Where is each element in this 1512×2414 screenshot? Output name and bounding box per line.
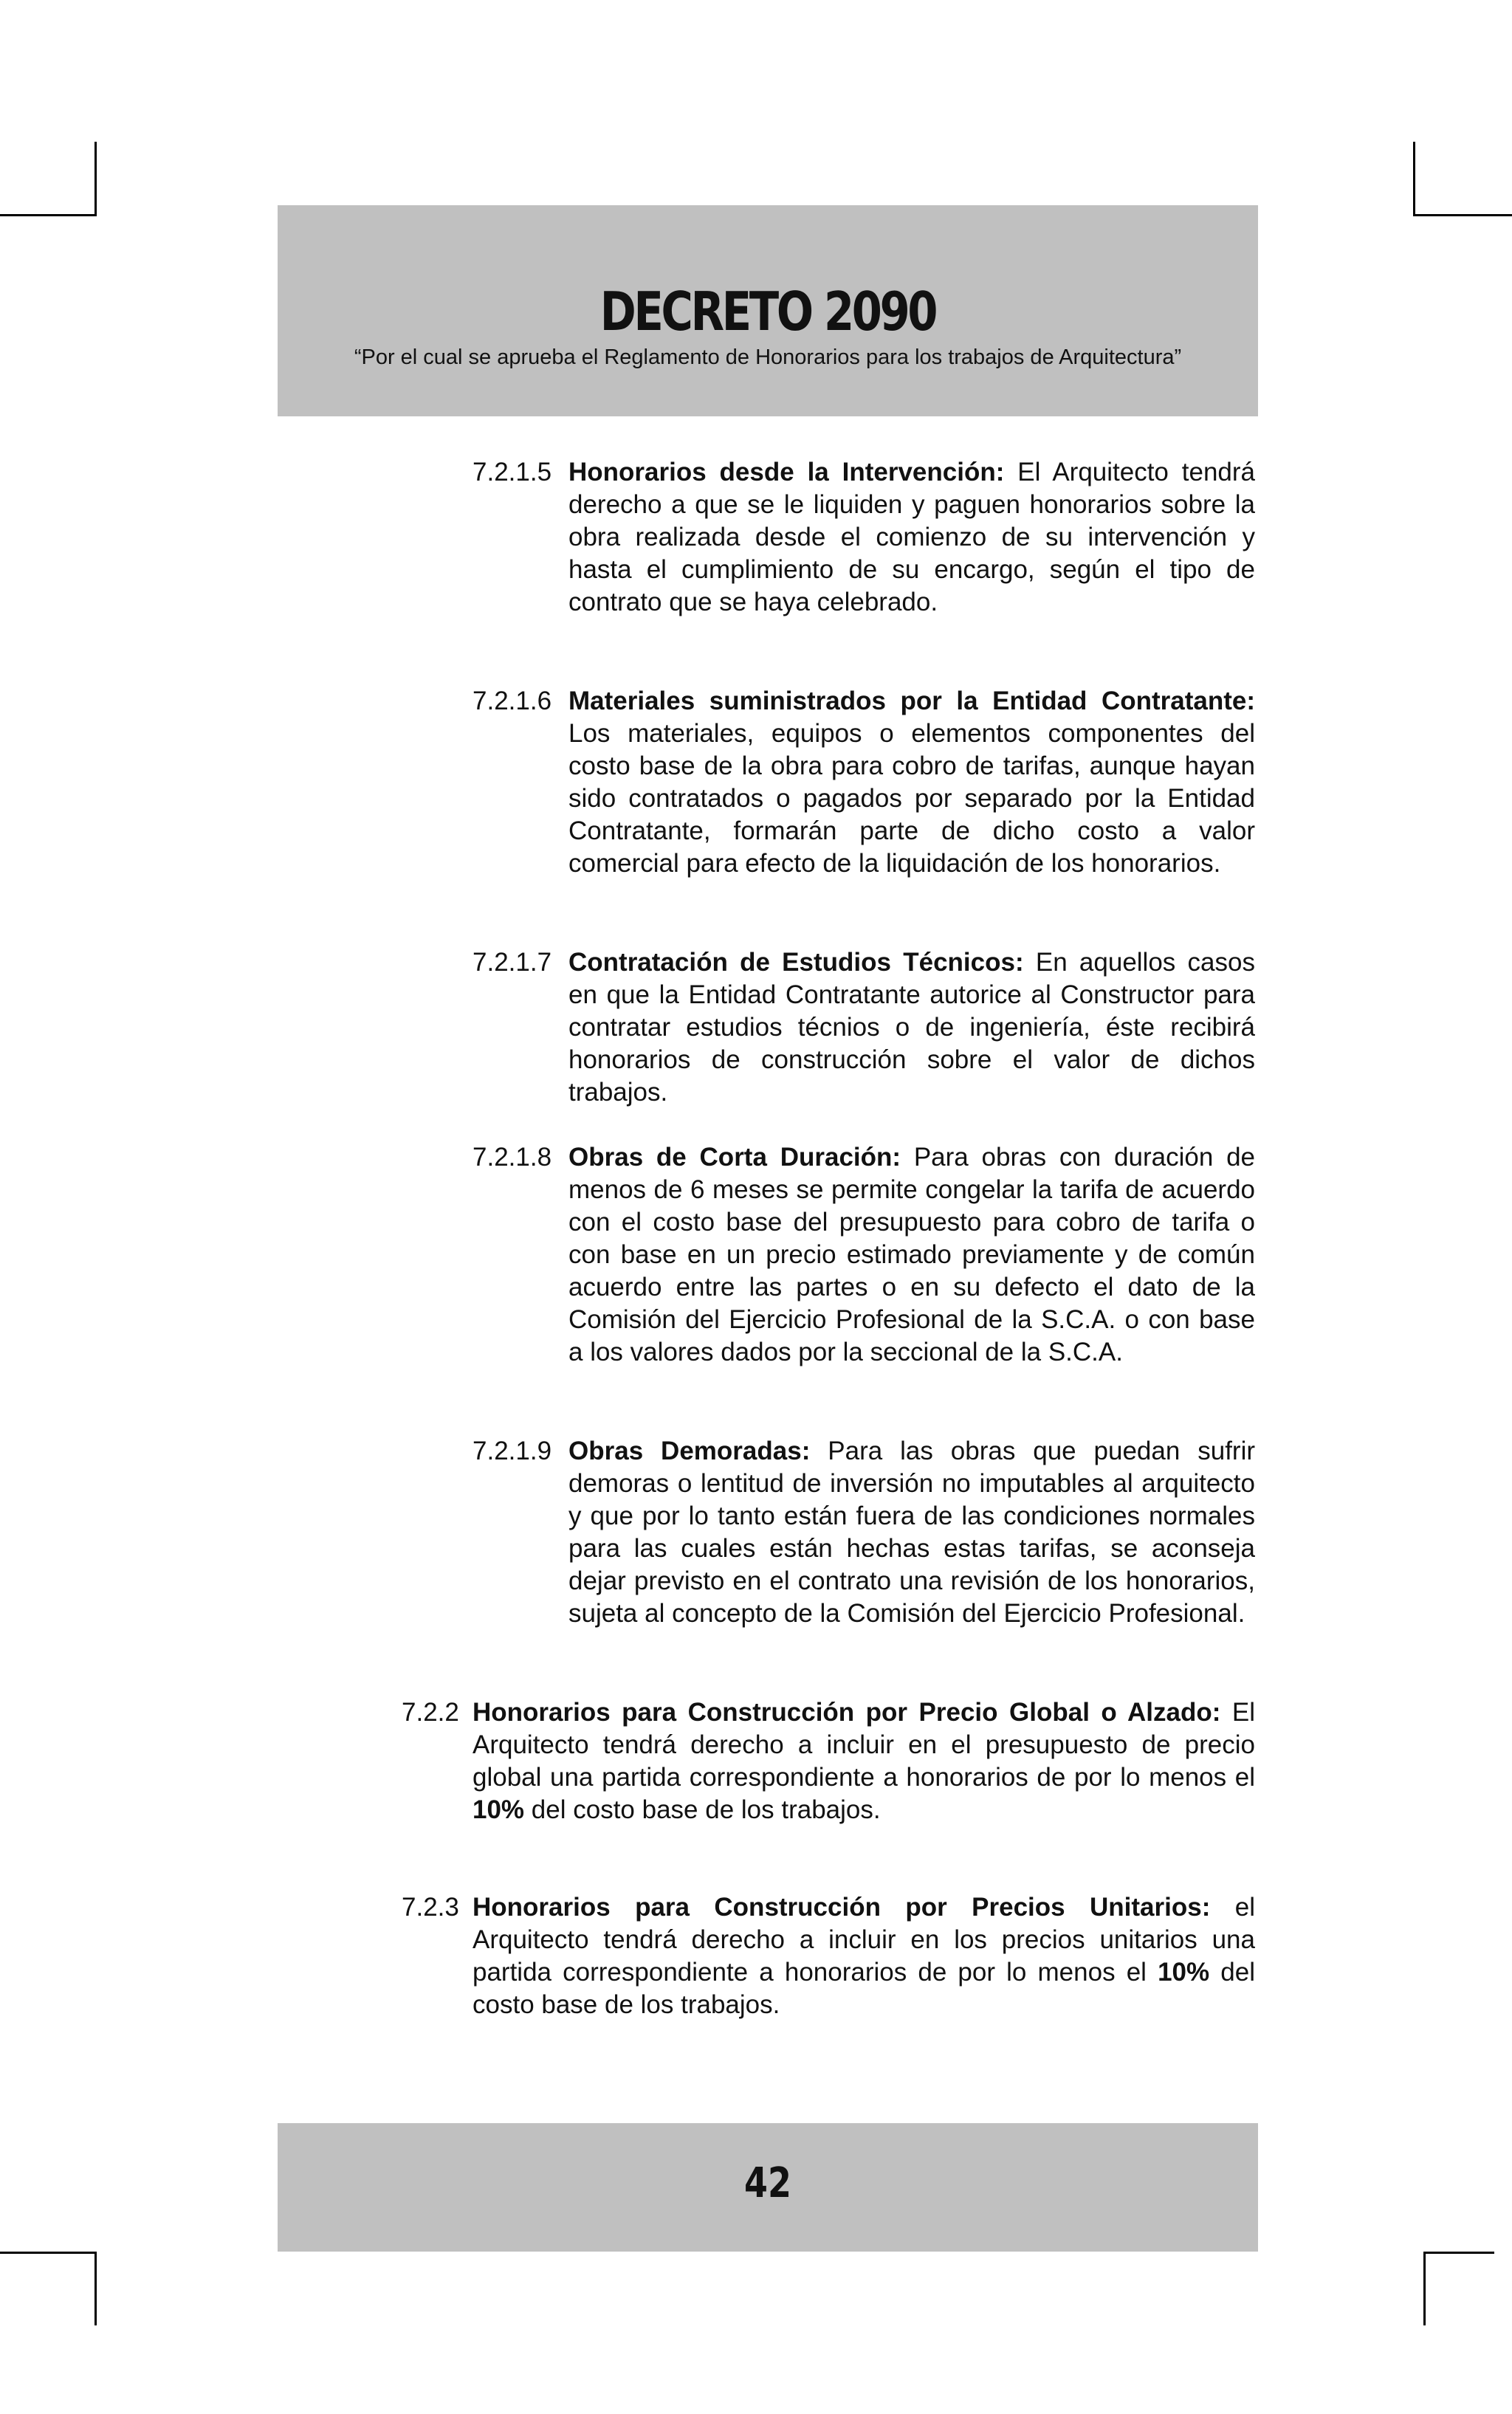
clause-heading: Honorarios para Construcción por Precios Unitarios: [472,1893,1211,1922]
clause-heading: Obras de Corta Duración: [568,1143,901,1172]
clause-number: 7.2.3 [402,1893,459,1922]
clause-text-end: del costo base de los trabajos. [531,1795,881,1824]
clause-heading: Materiales suministrados por la Entidad Contratante: [568,687,1255,715]
crop-mark-top-left-v [94,142,97,216]
clause-text-end: del costo base de los trabajos. [472,1958,1256,2019]
crop-mark-bottom-right-v [1423,2252,1426,2325]
clause-text: El Arquitecto tendrá derecho a que se le liquiden y paguen honorarios sobre la obra realizada desde el comienzo de su intervención y hasta el cumplimiento de su encargo, según el tipo de contrato que se haya celebrado. [568,458,1256,616]
clause-heading: Obras Demoradas: [568,1437,811,1465]
clause-7-2-1-9 [472,1435,1255,1630]
page-footer [278,2123,1258,2252]
clause-text: Los materiales, equipos o elementos componentes del costo base de la obra para cobro de tarifas, aunque hayan sido contratados o pagados por separado por la Entidad Contratante, formarán parte de dicho costo a valor comercial para efecto de la liquidación de los honorarios. [568,719,1255,878]
clause-text: El Arquitecto tendrá derecho a incluir en el presupuesto de precio global una partida correspondiente a honorarios de por lo menos el [472,1698,1255,1792]
clause-body [402,1891,1255,2021]
crop-mark-top-right-h [1413,214,1512,216]
crop-mark-top-right-v [1413,142,1415,216]
clause-text: En aquellos casos en que la Entidad Contratante autorice al Constructor para contratar estudios técnios o de ingeniería, éste recibirá honorarios de construcción sobre el valor de dichos trabajos. [568,948,1255,1107]
clause-body [472,685,1255,880]
clause-7-2-1-5 [472,456,1255,619]
clause-number: 7.2.2 [402,1698,459,1727]
clause-number: 7.2.1.7 [472,948,552,977]
clause-number: 7.2.1.6 [472,687,552,715]
document-title: DECRETO 2090 [599,281,936,343]
clause-body [472,1435,1255,1630]
crop-mark-bottom-right-h [1423,2252,1494,2254]
crop-mark-top-left-h [0,214,97,216]
crop-mark-bottom-left-v [94,2252,97,2325]
clause-7-2-1-7 [472,946,1255,1109]
clause-body [472,946,1255,1109]
clause-number: 7.2.1.8 [472,1143,552,1172]
clause-7-2-1-6 [472,685,1255,880]
clause-text: Para las obras que puedan sufrir demoras o lentitud de inversión no imputables al arquitecto y que por lo tanto están fuera de las condiciones normales para las cuales están hechas estas tarifas, se aconseja dejar previsto en el contrato una revisión de los honorarios, sujeta al concepto de la Comisión del Ejercicio Profesional. [568,1437,1256,1628]
clause-body [402,1696,1255,1826]
document-subtitle: “Por el cual se aprueba el Reglamento de Honorarios para los trabajos de Arquitectura” [354,345,1182,369]
clause-percent: 10% [472,1795,525,1824]
clause-7-2-2 [402,1696,1255,1826]
clause-heading: Honorarios desde la Intervención: [568,458,1005,486]
clause-text: el Arquitecto tendrá derecho a incluir en los precios unitarios una partida correspondiente a honorarios de por lo menos el [472,1893,1256,1987]
clause-heading: Honorarios para Construcción por Precio Global o Alzado: [472,1698,1221,1727]
clause-number: 7.2.1.5 [472,458,552,486]
clause-7-2-1-8 [472,1141,1255,1369]
page-header [278,205,1258,416]
clause-heading: Contratación de Estudios Técnicos: [568,948,1024,977]
clause-body [472,456,1255,619]
clause-body [472,1141,1255,1369]
clause-7-2-3 [402,1891,1255,2021]
crop-mark-bottom-left-h [0,2252,97,2254]
clause-number: 7.2.1.9 [472,1437,552,1465]
clause-percent: 10% [1158,1958,1210,1987]
page-number: 42 [744,2159,791,2207]
clause-text: Para obras con duración de menos de 6 meses se permite congelar la tarifa de acuerdo con el costo base del presupuesto para cobro de tarifa o con base en un precio estimado previamente y de común acuerdo entre las partes o en su defecto el dato de la Comisión del Ejercicio Profesional de la S.C.A. o con base a los valores dados por la seccional de la S.C.A. [568,1143,1255,1366]
